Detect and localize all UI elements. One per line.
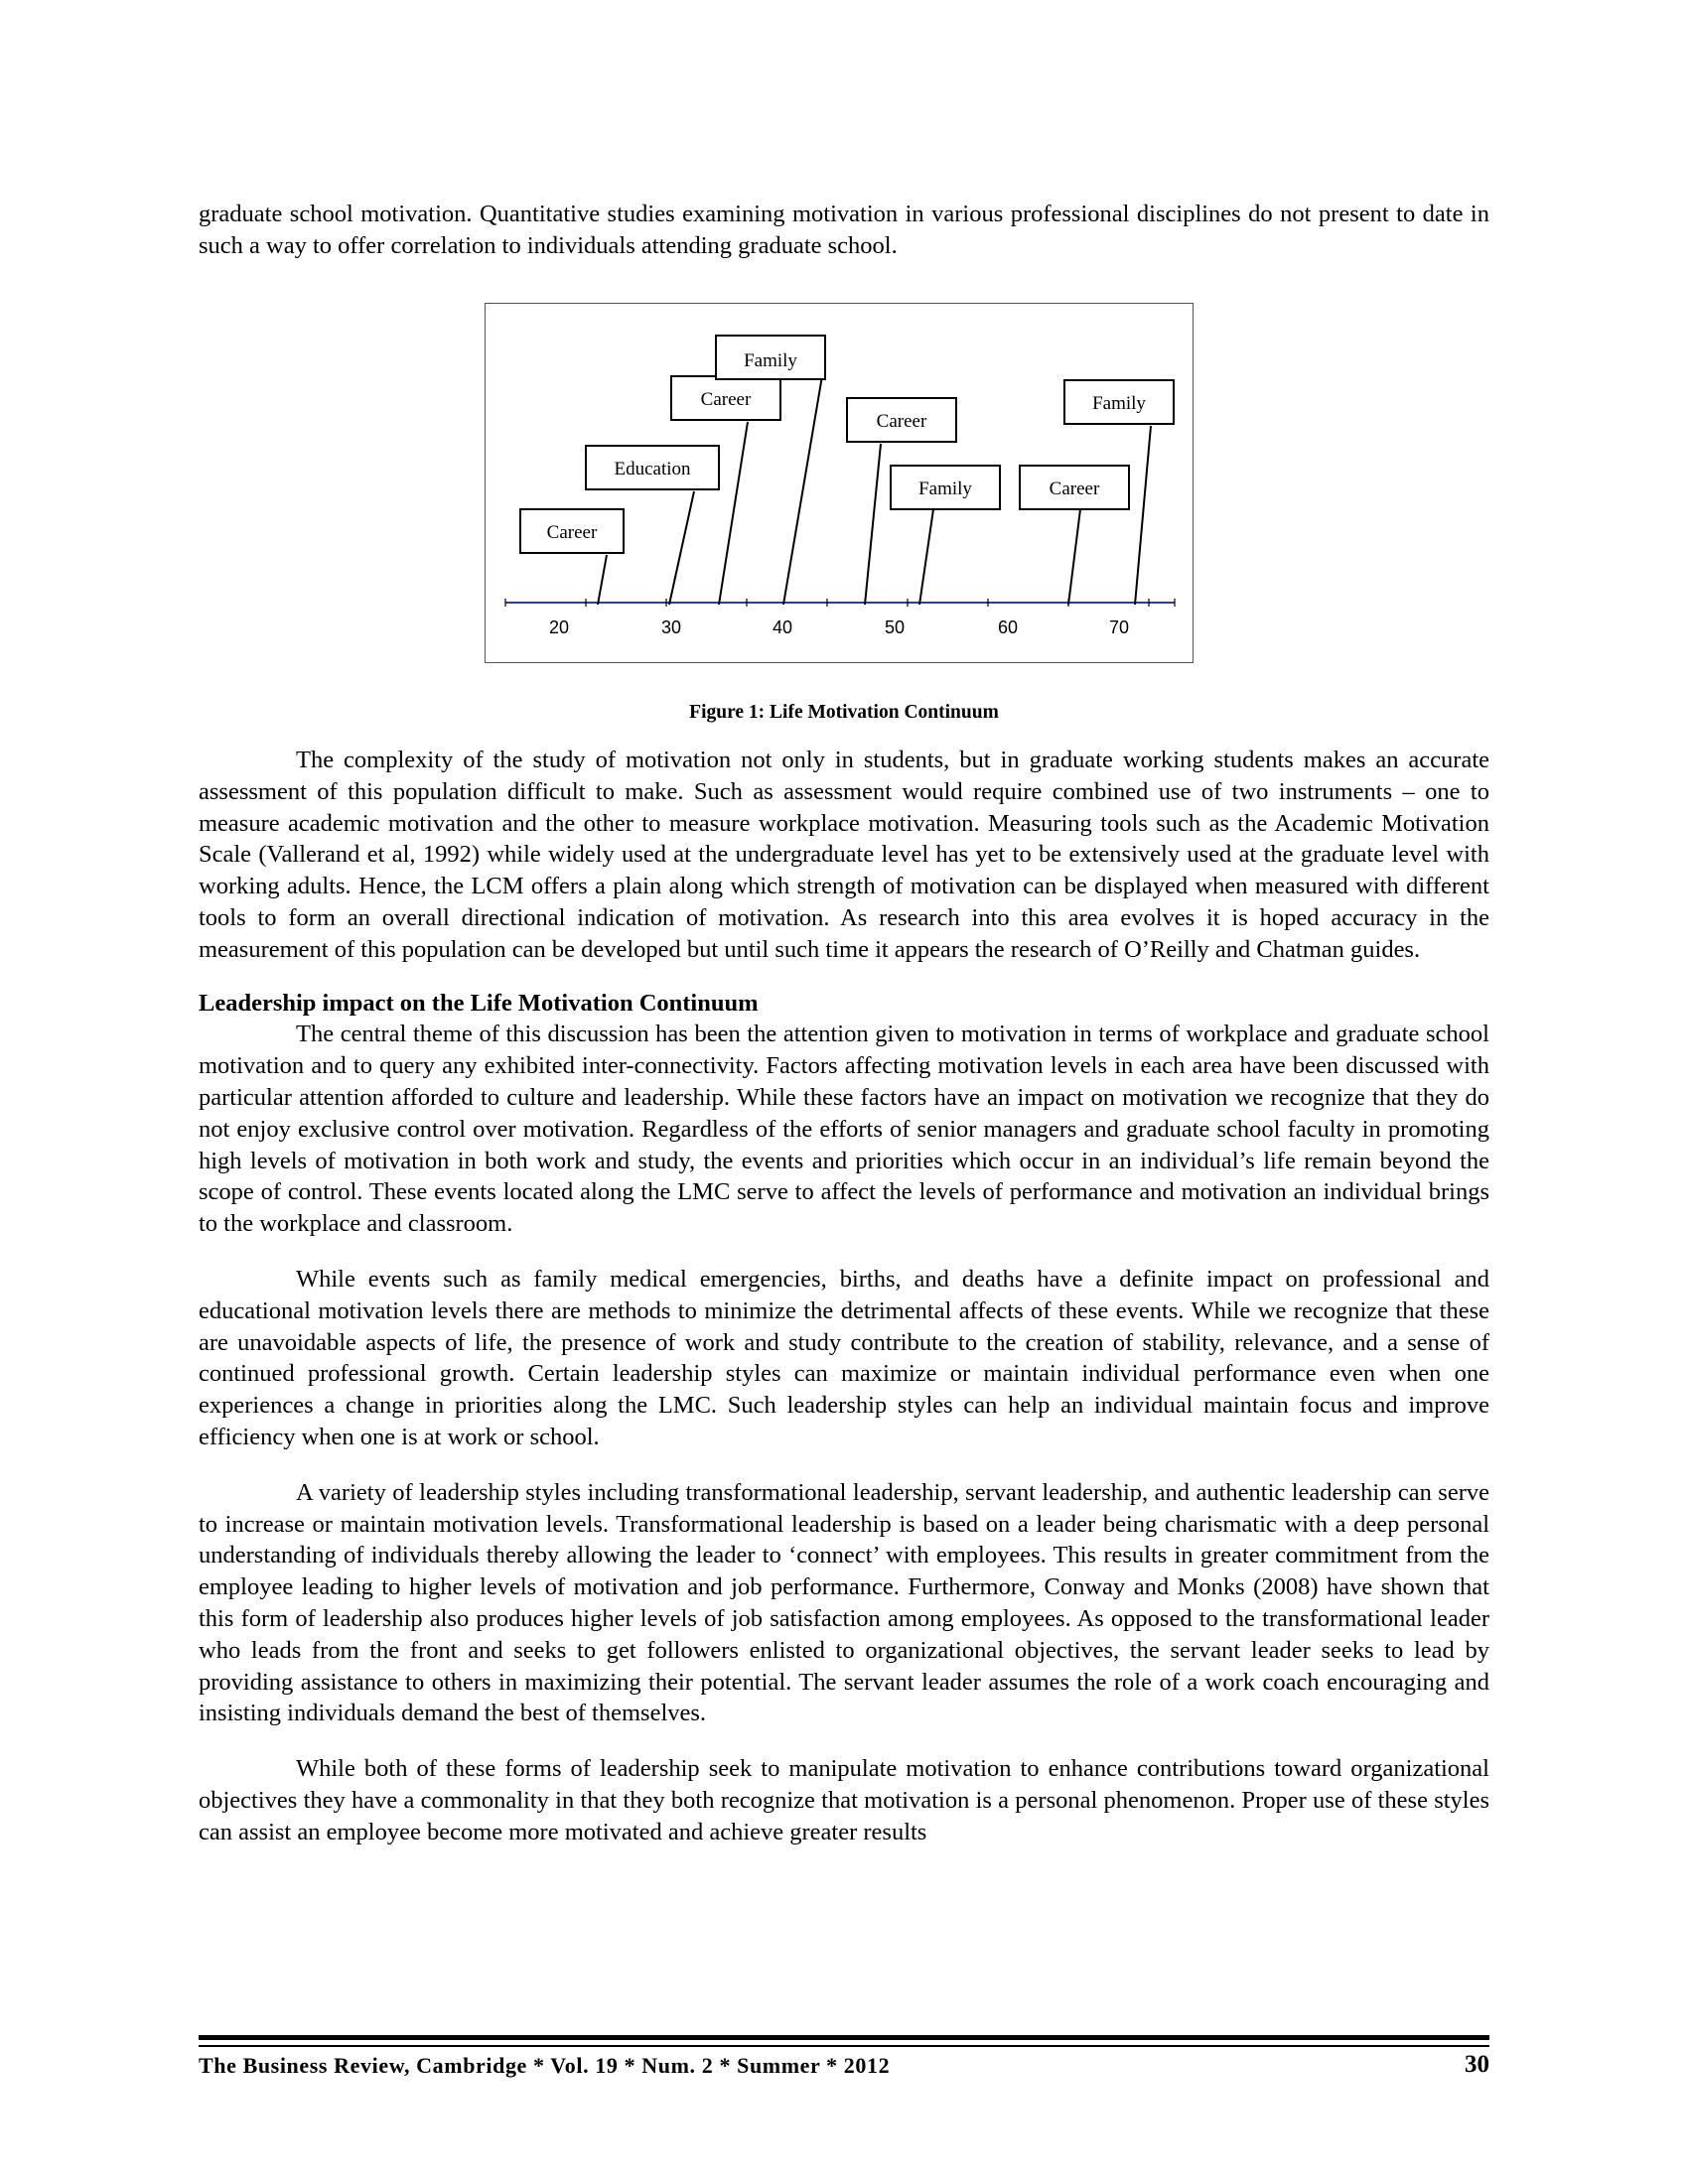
- callout-family-2: [1064, 380, 1174, 424]
- paragraph-continued: graduate school motivation. Quantitative studies examining motivation in various professional disciplines do not present to date in such a way to offer correlation to individuals attending graduate school.: [199, 201, 1489, 259]
- body-text-top: [199, 199, 1489, 262]
- tick-label-70: 70: [1108, 617, 1130, 637]
- footer-journal: The Business Review, Cambridge * Vol. 19 * Num. 2 * Summer * 2012: [199, 2053, 891, 2078]
- tick-label-20: 20: [548, 617, 570, 637]
- callout-family-1: [716, 336, 825, 379]
- svg-text:Career: Career: [700, 389, 752, 410]
- paragraph-both-forms: While both of these forms of leadership seek to manipulate motivation to enhance contributions toward organizational objectives they have a commonality in that they both recognize that motivation is a personal phenomenon. Proper use of these styles can assist an employee become more motivated and achieve greater results: [199, 1755, 1489, 1845]
- footer-rule-thin: [199, 2045, 1489, 2047]
- paragraph-complexity: The complexity of the study of motivation not only in students, but in graduate working students makes an accurate assessment of this population difficult to make. Such as assessment would require combined use of two instruments – one to measure academic motivation and the other to measure workplace motivation. Measuring tools such as the Academic Motivation Scale (Vallerand et al, 1992) while widely used at the undergraduate level has yet to be extensively used at the graduate level with working adults. Hence, the LCM offers a plain along which strength of motivation can be displayed when measured with different tools to form an overall directional indication of motivation. As research into this area evolves it is hoped accuracy in the measurement of this population can be developed but until such time it appears the research of O’Reilly and Chatman guides.: [199, 747, 1489, 963]
- page-number: 30: [1465, 2051, 1489, 2078]
- tick-label-30: 30: [660, 617, 682, 637]
- callout-career-3: [847, 398, 956, 442]
- svg-text:Education: Education: [614, 459, 691, 479]
- paragraph-leadership-styles: A variety of leadership styles including transformational leadership, servant leadership, and authentic leadership can serve to increase or maintain motivation levels. Transformational leadership is based on a leader being charismatic with a deep personal understanding of individuals thereby allowing the leader to ‘connect’ with employees. This results in greater commitment from the employee leading to higher levels of motivation and job performance. Furthermore, Conway and Monks (2008) have shown that this form of leadership also produces higher levels of job satisfaction among employees. As opposed to the transformational leader who leads from the front and seeks to get followers enlisted to organizational objectives, the servant leader seeks to lead by providing assistance to others in maximizing their potential. The servant leader assumes the role of a work coach encouraging and insisting individuals demand the best of themselves.: [199, 1478, 1489, 1727]
- svg-text:Family: Family: [744, 350, 797, 371]
- callout-career-4: [1020, 466, 1129, 509]
- figure-life-motivation-continuum: [485, 303, 1194, 663]
- section-heading: Leadership impact on the Life Motivation Continuum: [199, 989, 759, 1017]
- svg-text:Family: Family: [1092, 393, 1146, 414]
- tick-label-60: 60: [997, 617, 1019, 637]
- body-text-main: [199, 745, 1489, 1848]
- paragraph-events: While events such as family medical emergencies, births, and deaths have a definite impact on professional and educational motivation levels there are methods to minimize the detrimental affects of these events. While we recognize that these are unavoidable aspects of life, the presence of work and study contribute to the creation of stability, relevance, and a sense of continued professional growth. Certain leadership styles can maximize or maintain individual performance even when one experiences a change in priorities along the LMC. Such leadership styles can help an individual maintain focus and improve efficiency when one is at work or school.: [199, 1265, 1489, 1450]
- tick-label-40: 40: [772, 617, 793, 637]
- tick-label-50: 50: [884, 617, 906, 637]
- continuum-diagram: [486, 304, 1195, 664]
- callout-family-3: [891, 466, 1000, 509]
- svg-text:Career: Career: [1049, 478, 1100, 499]
- footer-rule-thick: [199, 2035, 1489, 2040]
- callout-career-1: [520, 509, 624, 553]
- callout-education: [586, 446, 719, 489]
- paragraph-central-theme: The central theme of this discussion has been the attention given to motivation in terms of workplace and graduate school motivation and to query any exhibited inter-connectivity. Factors affecting motivation levels in each area have been discussed with particular attention afforded to culture and leadership. While these factors have an impact on motivation we recognize that they do not enjoy exclusive control over motivation. Regardless of the efforts of senior managers and graduate school faculty in promoting high levels of motivation in both work and study, the events and priorities which occur in an individual’s life remain beyond the scope of control. These events located along the LMC serve to affect the levels of performance and motivation an individual brings to the workplace and classroom.: [199, 1021, 1489, 1238]
- svg-text:Career: Career: [546, 522, 598, 543]
- callout-career-2: [671, 376, 780, 420]
- svg-text:Family: Family: [918, 478, 972, 499]
- svg-text:Career: Career: [876, 411, 927, 432]
- figure-caption: Figure 1: Life Motivation Continuum: [689, 702, 999, 723]
